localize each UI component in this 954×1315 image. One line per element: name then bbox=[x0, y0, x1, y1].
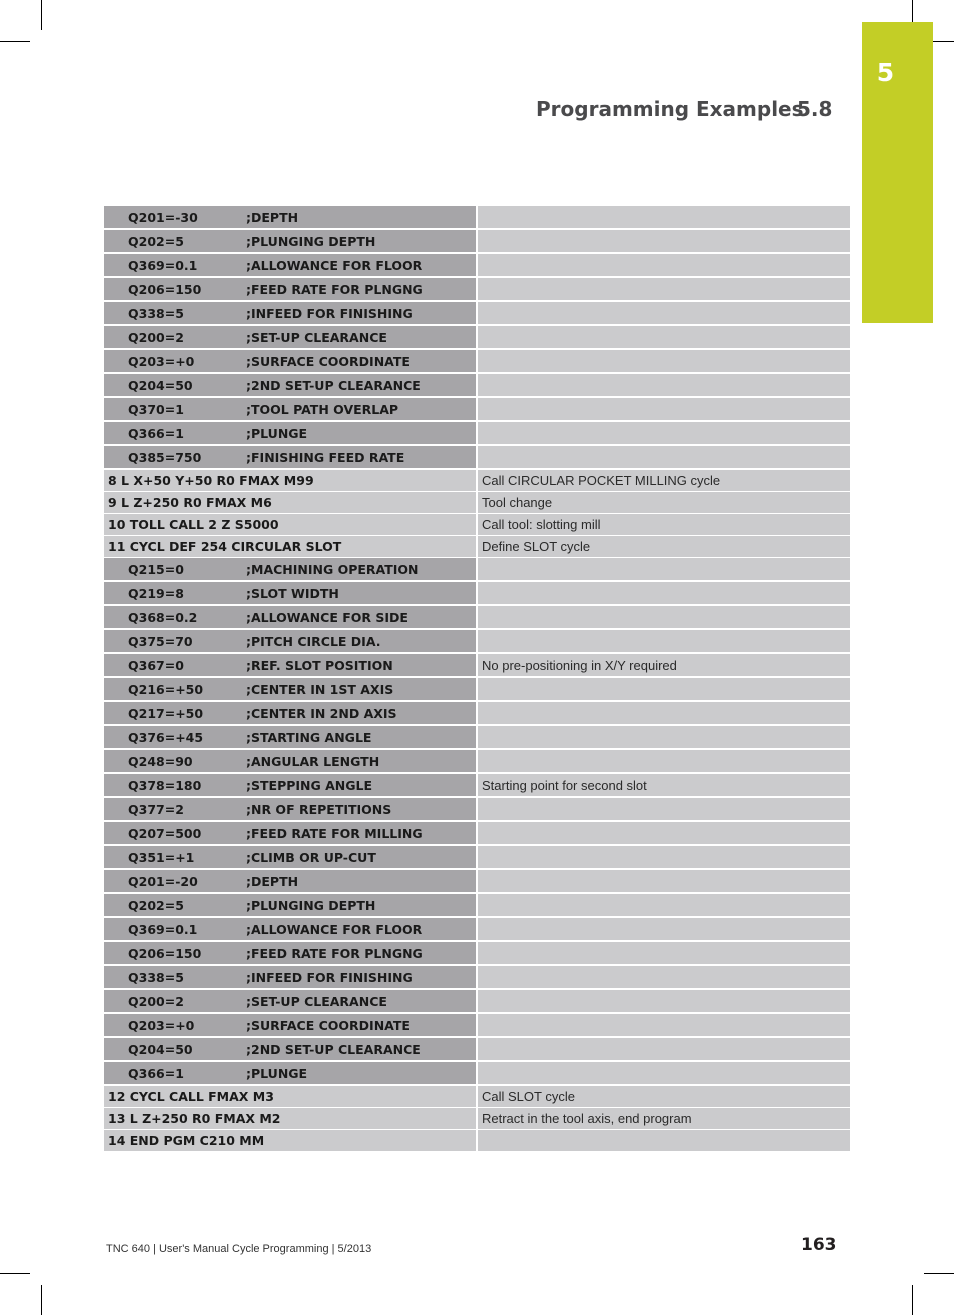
nc-block-code: 14 END PGM C210 MM bbox=[108, 1133, 265, 1148]
parameter-value: Q375=70 bbox=[128, 633, 193, 649]
cycle-parameter-row bbox=[104, 726, 850, 748]
comment-cell bbox=[478, 750, 850, 772]
program-code-cell bbox=[104, 894, 476, 916]
program-code-cell bbox=[104, 1086, 476, 1107]
crop-mark bbox=[0, 41, 30, 42]
parameter-value: Q207=500 bbox=[128, 825, 202, 841]
program-code-cell bbox=[104, 536, 476, 557]
program-code-cell bbox=[104, 470, 476, 491]
comment-cell bbox=[478, 446, 850, 468]
comment-cell: Call SLOT cycle bbox=[478, 1086, 850, 1107]
section-title: Programming Examples bbox=[536, 97, 804, 121]
comment-cell bbox=[478, 822, 850, 844]
parameter-value: Q369=0.1 bbox=[128, 921, 198, 937]
cycle-parameter-row bbox=[104, 942, 850, 964]
program-code-cell bbox=[104, 230, 476, 252]
cycle-parameter-row bbox=[104, 230, 850, 252]
nc-block-code: 10 TOLL CALL 2 Z S5000 bbox=[108, 517, 279, 532]
comment-cell bbox=[478, 990, 850, 1012]
parameter-label: ;ALLOWANCE FOR FLOOR bbox=[246, 257, 423, 273]
program-code-cell bbox=[104, 630, 476, 652]
comment-cell bbox=[478, 966, 850, 988]
cycle-parameter-row bbox=[104, 398, 850, 420]
cycle-parameter-row bbox=[104, 1038, 850, 1060]
parameter-value: Q203=+0 bbox=[128, 1017, 195, 1033]
parameter-value: Q200=2 bbox=[128, 329, 184, 345]
parameter-label: ;ALLOWANCE FOR SIDE bbox=[246, 609, 408, 625]
program-code-cell bbox=[104, 1038, 476, 1060]
program-code-cell bbox=[104, 326, 476, 348]
program-code-cell bbox=[104, 654, 476, 676]
program-code-cell bbox=[104, 492, 476, 513]
program-code-cell bbox=[104, 374, 476, 396]
program-code-cell bbox=[104, 254, 476, 276]
crop-mark bbox=[41, 0, 42, 30]
comment-cell bbox=[478, 558, 850, 580]
program-code-cell bbox=[104, 350, 476, 372]
program-code-cell bbox=[104, 1130, 476, 1151]
program-listing-table bbox=[104, 206, 850, 1152]
cycle-parameter-row bbox=[104, 822, 850, 844]
parameter-value: Q376=+45 bbox=[128, 729, 204, 745]
parameter-value: Q202=5 bbox=[128, 233, 184, 249]
cycle-parameter-row bbox=[104, 750, 850, 772]
nc-block-row bbox=[104, 536, 850, 557]
parameter-label: ;FEED RATE FOR PLNGNG bbox=[246, 945, 423, 961]
program-code-cell bbox=[104, 702, 476, 724]
parameter-value: Q217=+50 bbox=[128, 705, 204, 721]
parameter-label: ;FEED RATE FOR PLNGNG bbox=[246, 281, 423, 297]
comment-cell bbox=[478, 1038, 850, 1060]
comment-cell bbox=[478, 870, 850, 892]
parameter-value: Q204=50 bbox=[128, 377, 193, 393]
comment-cell: Tool change bbox=[478, 492, 850, 513]
parameter-value: Q367=0 bbox=[128, 657, 184, 673]
parameter-value: Q366=1 bbox=[128, 425, 184, 441]
parameter-label: ;PLUNGE bbox=[246, 425, 308, 441]
parameter-label: ;DEPTH bbox=[246, 209, 299, 225]
program-code-cell bbox=[104, 1062, 476, 1084]
comment-cell bbox=[478, 1130, 850, 1151]
parameter-label: ;SLOT WIDTH bbox=[246, 585, 339, 601]
cycle-parameter-row bbox=[104, 774, 850, 796]
parameter-value: Q377=2 bbox=[128, 801, 184, 817]
nc-block-row bbox=[104, 514, 850, 535]
cycle-parameter-row bbox=[104, 206, 850, 228]
program-code-cell bbox=[104, 966, 476, 988]
comment-cell bbox=[478, 798, 850, 820]
program-code-cell bbox=[104, 918, 476, 940]
cycle-parameter-row bbox=[104, 654, 850, 676]
parameter-label: ;CLIMB OR UP-CUT bbox=[246, 849, 376, 865]
program-code-cell bbox=[104, 1108, 476, 1129]
cycle-parameter-row bbox=[104, 702, 850, 724]
parameter-label: ;SURFACE COORDINATE bbox=[246, 1017, 410, 1033]
comment-cell bbox=[478, 846, 850, 868]
nc-block-row bbox=[104, 492, 850, 513]
crop-mark bbox=[41, 1285, 42, 1315]
parameter-label: ;SET-UP CLEARANCE bbox=[246, 329, 387, 345]
parameter-label: ;2ND SET-UP CLEARANCE bbox=[246, 377, 421, 393]
parameter-value: Q216=+50 bbox=[128, 681, 204, 697]
comment-cell bbox=[478, 398, 850, 420]
comment-cell: Starting point for second slot bbox=[478, 774, 850, 796]
crop-mark bbox=[924, 1273, 954, 1274]
cycle-parameter-row bbox=[104, 1062, 850, 1084]
program-code-cell bbox=[104, 846, 476, 868]
parameter-value: Q215=0 bbox=[128, 561, 184, 577]
cycle-parameter-row bbox=[104, 302, 850, 324]
program-code-cell bbox=[104, 422, 476, 444]
parameter-value: Q369=0.1 bbox=[128, 257, 198, 273]
cycle-parameter-row bbox=[104, 422, 850, 444]
cycle-parameter-row bbox=[104, 350, 850, 372]
parameter-label: ;FEED RATE FOR MILLING bbox=[246, 825, 423, 841]
parameter-value: Q200=2 bbox=[128, 993, 184, 1009]
parameter-value: Q206=150 bbox=[128, 945, 202, 961]
parameter-value: Q366=1 bbox=[128, 1065, 184, 1081]
nc-block-row bbox=[104, 1108, 850, 1129]
nc-block-code: 8 L X+50 Y+50 R0 FMAX M99 bbox=[108, 473, 314, 488]
cycle-parameter-row bbox=[104, 606, 850, 628]
cycle-parameter-row bbox=[104, 966, 850, 988]
comment-cell bbox=[478, 350, 850, 372]
parameter-label: ;CENTER IN 2ND AXIS bbox=[246, 705, 397, 721]
nc-block-code: 13 L Z+250 R0 FMAX M2 bbox=[108, 1111, 281, 1126]
cycle-parameter-row bbox=[104, 894, 850, 916]
comment-cell bbox=[478, 894, 850, 916]
comment-cell bbox=[478, 1014, 850, 1036]
parameter-label: ;SET-UP CLEARANCE bbox=[246, 993, 387, 1009]
parameter-value: Q351=+1 bbox=[128, 849, 195, 865]
comment-cell bbox=[478, 254, 850, 276]
parameter-label: ;CENTER IN 1ST AXIS bbox=[246, 681, 394, 697]
chapter-number: 5 bbox=[876, 58, 895, 87]
program-code-cell bbox=[104, 798, 476, 820]
comment-cell bbox=[478, 582, 850, 604]
comment-cell bbox=[478, 302, 850, 324]
nc-block-row bbox=[104, 1130, 850, 1151]
program-code-cell bbox=[104, 942, 476, 964]
parameter-value: Q204=50 bbox=[128, 1041, 193, 1057]
comment-cell bbox=[478, 374, 850, 396]
program-code-cell bbox=[104, 446, 476, 468]
footer-text: TNC 640 | User's Manual Cycle Programming | 5/2013 bbox=[106, 1243, 372, 1255]
nc-block-row bbox=[104, 470, 850, 491]
parameter-label: ;ANGULAR LENGTH bbox=[246, 753, 380, 769]
nc-block-code: 11 CYCL DEF 254 CIRCULAR SLOT bbox=[108, 539, 342, 554]
comment-cell bbox=[478, 678, 850, 700]
comment-cell bbox=[478, 918, 850, 940]
parameter-label: ;STARTING ANGLE bbox=[246, 729, 372, 745]
comment-cell: Call tool: slotting mill bbox=[478, 514, 850, 535]
comment-cell bbox=[478, 942, 850, 964]
parameter-label: ;DEPTH bbox=[246, 873, 299, 889]
parameter-label: ;INFEED FOR FINISHING bbox=[246, 969, 413, 985]
program-code-cell bbox=[104, 582, 476, 604]
comment-cell bbox=[478, 702, 850, 724]
parameter-value: Q385=750 bbox=[128, 449, 202, 465]
parameter-label: ;SURFACE COORDINATE bbox=[246, 353, 410, 369]
parameter-label: ;PLUNGING DEPTH bbox=[246, 233, 376, 249]
nc-block-code: 12 CYCL CALL FMAX M3 bbox=[108, 1089, 274, 1104]
comment-cell bbox=[478, 630, 850, 652]
parameter-label: ;INFEED FOR FINISHING bbox=[246, 305, 413, 321]
parameter-label: ;STEPPING ANGLE bbox=[246, 777, 373, 793]
parameter-label: ;PITCH CIRCLE DIA. bbox=[246, 633, 381, 649]
program-code-cell bbox=[104, 278, 476, 300]
parameter-value: Q338=5 bbox=[128, 969, 184, 985]
program-code-cell bbox=[104, 398, 476, 420]
cycle-parameter-row bbox=[104, 446, 850, 468]
cycle-parameter-row bbox=[104, 990, 850, 1012]
parameter-value: Q248=90 bbox=[128, 753, 193, 769]
cycle-parameter-row bbox=[104, 846, 850, 868]
parameter-value: Q378=180 bbox=[128, 777, 202, 793]
parameter-value: Q203=+0 bbox=[128, 353, 195, 369]
page-number: 163 bbox=[801, 1235, 837, 1255]
program-code-cell bbox=[104, 870, 476, 892]
parameter-label: ;REF. SLOT POSITION bbox=[246, 657, 393, 673]
comment-cell bbox=[478, 726, 850, 748]
parameter-label: ;ALLOWANCE FOR FLOOR bbox=[246, 921, 423, 937]
cycle-parameter-row bbox=[104, 630, 850, 652]
comment-cell bbox=[478, 606, 850, 628]
comment-cell: Define SLOT cycle bbox=[478, 536, 850, 557]
comment-cell: Call CIRCULAR POCKET MILLING cycle bbox=[478, 470, 850, 491]
cycle-parameter-row bbox=[104, 582, 850, 604]
parameter-label: ;PLUNGE bbox=[246, 1065, 308, 1081]
cycle-parameter-row bbox=[104, 374, 850, 396]
parameter-label: ;NR OF REPETITIONS bbox=[246, 801, 392, 817]
program-code-cell bbox=[104, 726, 476, 748]
program-code-cell bbox=[104, 558, 476, 580]
cycle-parameter-row bbox=[104, 918, 850, 940]
cycle-parameter-row bbox=[104, 558, 850, 580]
cycle-parameter-row bbox=[104, 278, 850, 300]
program-code-cell bbox=[104, 822, 476, 844]
parameter-label: ;FINISHING FEED RATE bbox=[246, 449, 405, 465]
cycle-parameter-row bbox=[104, 254, 850, 276]
cycle-parameter-row bbox=[104, 870, 850, 892]
comment-cell bbox=[478, 230, 850, 252]
program-code-cell bbox=[104, 750, 476, 772]
program-code-cell bbox=[104, 302, 476, 324]
parameter-value: Q201=-20 bbox=[128, 873, 198, 889]
program-code-cell bbox=[104, 606, 476, 628]
program-code-cell bbox=[104, 774, 476, 796]
comment-cell bbox=[478, 1062, 850, 1084]
comment-cell bbox=[478, 206, 850, 228]
parameter-value: Q201=-30 bbox=[128, 209, 198, 225]
nc-block-row bbox=[104, 1086, 850, 1107]
parameter-label: ;MACHINING OPERATION bbox=[246, 561, 419, 577]
nc-block-code: 9 L Z+250 R0 FMAX M6 bbox=[108, 495, 272, 510]
cycle-parameter-row bbox=[104, 326, 850, 348]
parameter-value: Q219=8 bbox=[128, 585, 184, 601]
comment-cell bbox=[478, 278, 850, 300]
cycle-parameter-row bbox=[104, 1014, 850, 1036]
parameter-value: Q202=5 bbox=[128, 897, 184, 913]
section-number: 5.8 bbox=[797, 97, 833, 121]
parameter-label: ;PLUNGING DEPTH bbox=[246, 897, 376, 913]
crop-mark bbox=[0, 1273, 30, 1274]
program-code-cell bbox=[104, 514, 476, 535]
cycle-parameter-row bbox=[104, 678, 850, 700]
parameter-value: Q206=150 bbox=[128, 281, 202, 297]
comment-cell: No pre-positioning in X/Y required bbox=[478, 654, 850, 676]
parameter-label: ;TOOL PATH OVERLAP bbox=[246, 401, 399, 417]
parameter-value: Q338=5 bbox=[128, 305, 184, 321]
program-code-cell bbox=[104, 678, 476, 700]
comment-cell bbox=[478, 422, 850, 444]
program-code-cell bbox=[104, 1014, 476, 1036]
parameter-value: Q370=1 bbox=[128, 401, 184, 417]
crop-mark bbox=[912, 1285, 913, 1315]
comment-cell: Retract in the tool axis, end program bbox=[478, 1108, 850, 1129]
comment-cell bbox=[478, 326, 850, 348]
parameter-label: ;2ND SET-UP CLEARANCE bbox=[246, 1041, 421, 1057]
cycle-parameter-row bbox=[104, 798, 850, 820]
program-code-cell bbox=[104, 990, 476, 1012]
parameter-value: Q368=0.2 bbox=[128, 609, 198, 625]
program-code-cell bbox=[104, 206, 476, 228]
